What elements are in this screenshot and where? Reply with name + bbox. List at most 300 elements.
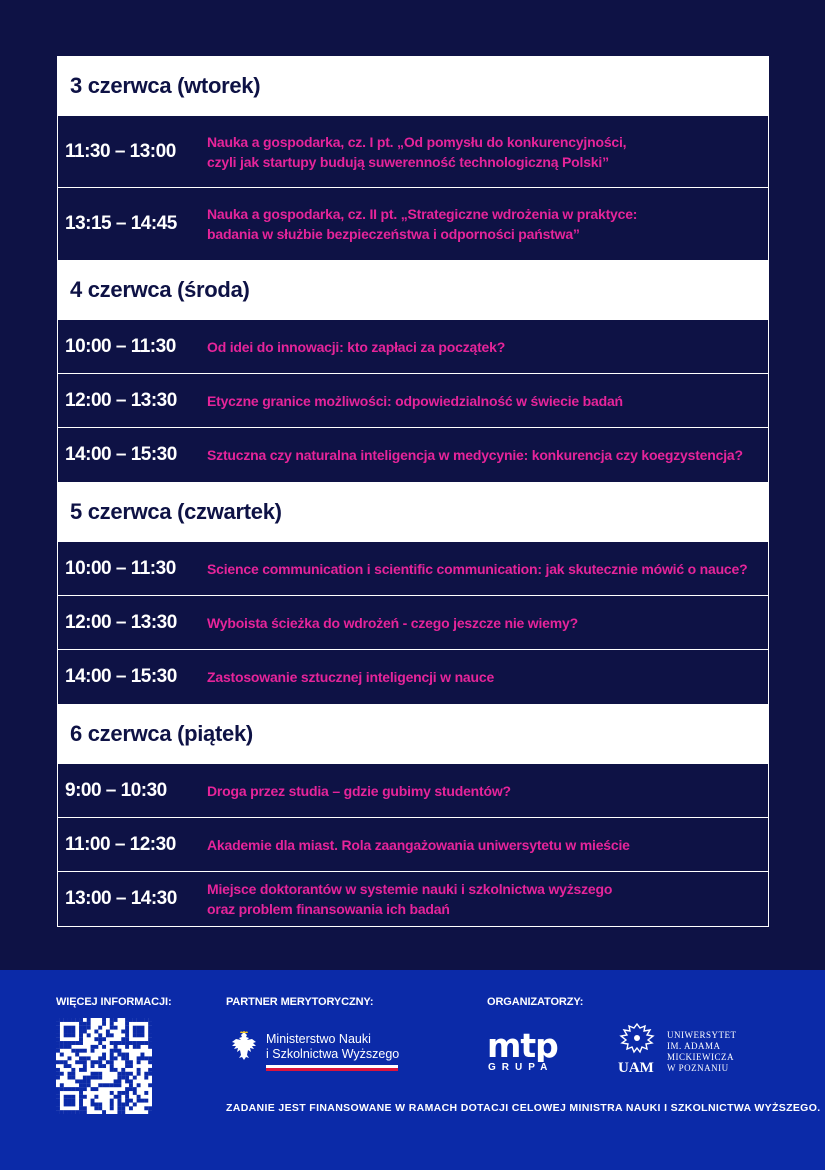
qr-module xyxy=(98,1060,102,1064)
qr-module xyxy=(75,1060,79,1064)
qr-module xyxy=(148,1060,152,1064)
qr-module xyxy=(148,1045,152,1049)
session-title xyxy=(207,667,504,687)
qr-module xyxy=(102,1064,106,1068)
qr-module xyxy=(91,1072,95,1076)
qr-module xyxy=(56,1045,60,1049)
session-title-line: Zastosowanie sztucznej inteligencji w nauce xyxy=(207,669,495,685)
qr-module xyxy=(133,1030,137,1034)
qr-module xyxy=(64,1060,68,1064)
qr-module xyxy=(68,1045,72,1049)
session-title-line: Wyboista ścieżka do wdrożeń - czego jeszcze nie wiemy? xyxy=(207,614,578,631)
qr-module xyxy=(79,1083,83,1087)
qr-module xyxy=(125,1053,129,1057)
qr-module xyxy=(117,1079,121,1083)
qr-module xyxy=(137,1041,141,1045)
qr-module xyxy=(79,1091,83,1095)
session-time: 12:00 – 13:30 xyxy=(65,611,177,633)
qr-module xyxy=(83,1060,87,1064)
qr-module xyxy=(148,1041,152,1045)
qr-module xyxy=(83,1049,87,1053)
qr-module xyxy=(110,1064,114,1068)
qr-module xyxy=(98,1033,102,1037)
table-row xyxy=(58,188,768,260)
qr-module xyxy=(121,1030,125,1034)
qr-module xyxy=(79,1022,83,1026)
qr-module xyxy=(83,1106,87,1110)
qr-module xyxy=(79,1041,83,1045)
qr-module xyxy=(129,1060,133,1064)
qr-module xyxy=(137,1033,141,1037)
qr-module xyxy=(87,1056,91,1060)
qr-module xyxy=(144,1091,148,1095)
qr-module xyxy=(114,1083,118,1087)
qr-module xyxy=(83,1064,87,1068)
qr-module xyxy=(102,1056,106,1060)
qr-module xyxy=(148,1110,152,1114)
uam-name-line: W POZNANIU xyxy=(667,1063,729,1073)
qr-module xyxy=(79,1056,83,1060)
qr-module xyxy=(64,1026,68,1030)
qr-module xyxy=(125,1091,129,1095)
qr-module xyxy=(56,1110,60,1114)
qr-module xyxy=(117,1099,121,1103)
table-row xyxy=(58,428,768,482)
qr-module xyxy=(102,1053,106,1057)
qr-module xyxy=(125,1060,129,1064)
table-row xyxy=(58,374,768,428)
qr-module xyxy=(94,1076,98,1080)
table-row xyxy=(58,650,768,704)
qr-module xyxy=(144,1041,148,1045)
qr-module xyxy=(117,1110,121,1114)
qr-module xyxy=(148,1030,152,1034)
session-title-line: Akademie dla miast. Rola zaangażowania uniwersytetu w mieście xyxy=(207,836,630,853)
qr-module xyxy=(60,1060,64,1064)
qr-module xyxy=(87,1079,91,1083)
qr-module xyxy=(102,1110,106,1114)
qr-module xyxy=(83,1056,87,1060)
qr-module xyxy=(68,1030,72,1034)
qr-module xyxy=(125,1037,129,1041)
partner-label: PARTNER MERYTORYCZNY: xyxy=(226,996,374,1008)
qr-module xyxy=(148,1056,152,1060)
qr-module xyxy=(125,1045,129,1049)
qr-module xyxy=(137,1072,141,1076)
session-time: 10:00 – 11:30 xyxy=(65,335,176,357)
qr-module xyxy=(125,1079,129,1083)
qr-module xyxy=(64,1099,68,1103)
qr-module xyxy=(91,1102,95,1106)
qr-module xyxy=(133,1045,137,1049)
qr-module xyxy=(121,1110,125,1114)
qr-module xyxy=(87,1083,91,1087)
qr-module xyxy=(60,1045,64,1049)
qr-module xyxy=(75,1053,79,1057)
qr-module xyxy=(60,1083,64,1087)
qr-module xyxy=(71,1076,75,1080)
table-row xyxy=(58,116,768,188)
qr-module xyxy=(71,1018,75,1022)
qr-module xyxy=(64,1030,68,1034)
qr-module xyxy=(114,1018,118,1022)
ministry-name-line: i Szkolnictwa Wyższego xyxy=(266,1047,400,1061)
qr-module xyxy=(75,1079,79,1083)
qr-module xyxy=(68,1099,72,1103)
qr-module xyxy=(148,1068,152,1072)
qr-module xyxy=(98,1037,102,1041)
qr-module xyxy=(121,1091,125,1095)
qr-module xyxy=(148,1072,152,1076)
qr-module xyxy=(94,1060,98,1064)
session-title-line: Droga przez studia – gdzie gubimy studentów? xyxy=(207,782,511,799)
qr-module xyxy=(56,1041,60,1045)
qr-module xyxy=(94,1030,98,1034)
schedule-table xyxy=(57,56,769,927)
qr-module xyxy=(98,1056,102,1060)
qr-module xyxy=(60,1041,64,1045)
qr-module xyxy=(98,1041,102,1045)
qr-module xyxy=(129,1072,133,1076)
qr-module xyxy=(71,1068,75,1072)
qr-module xyxy=(91,1045,95,1049)
session-title xyxy=(207,879,622,919)
qr-module xyxy=(148,1037,152,1041)
qr-module xyxy=(148,1026,152,1030)
qr-module xyxy=(56,1072,60,1076)
funding-note: ZADANIE JEST FINANSOWANE W RAMACH DOTACJI CELOWEJ MINISTRA NAUKI I SZKOLNICTWA WYŻSZEGO. xyxy=(226,1102,821,1114)
qr-module xyxy=(64,1102,68,1106)
qr-module xyxy=(75,1049,79,1053)
qr-module xyxy=(79,1087,83,1091)
qr-module xyxy=(137,1045,141,1049)
qr-module xyxy=(137,1083,141,1087)
qr-module xyxy=(110,1026,114,1030)
qr-module xyxy=(68,1026,72,1030)
session-time: 10:00 – 11:30 xyxy=(65,557,176,579)
qr-module xyxy=(83,1083,87,1087)
qr-module xyxy=(79,1079,83,1083)
qr-module xyxy=(117,1095,121,1099)
table-row xyxy=(58,872,768,926)
qr-module xyxy=(68,1018,72,1022)
qr-module xyxy=(91,1060,95,1064)
qr-module xyxy=(98,1076,102,1080)
qr-module xyxy=(87,1026,91,1030)
svg-text:UAM: UAM xyxy=(618,1060,654,1076)
qr-module xyxy=(144,1106,148,1110)
mtp-logo-mark xyxy=(487,1030,579,1062)
qr-module xyxy=(91,1076,95,1080)
qr-module xyxy=(83,1022,87,1026)
qr-module xyxy=(137,1068,141,1072)
session-title-line: Sztuczna czy naturalna inteligencja w medycynie: konkurencja czy koegzystencja? xyxy=(207,447,743,463)
qr-module xyxy=(117,1053,121,1057)
day-header: 4 czerwca (środa) xyxy=(58,260,768,320)
qr-module xyxy=(71,1099,75,1103)
ministry-name xyxy=(266,1032,399,1062)
qr-module xyxy=(114,1079,118,1083)
qr-module xyxy=(125,1064,129,1068)
qr-module xyxy=(121,1106,125,1110)
qr-module xyxy=(71,1102,75,1106)
qr-module xyxy=(71,1095,75,1099)
qr-module xyxy=(71,1072,75,1076)
qr-module xyxy=(64,1095,68,1099)
qr-module xyxy=(125,1072,129,1076)
qr-module xyxy=(110,1049,114,1053)
qr-module xyxy=(68,1041,72,1045)
session-title-line: Science communication i scientific communication: jak skutecznie mówić o nauce? xyxy=(207,560,748,577)
qr-module xyxy=(83,1030,87,1034)
qr-module xyxy=(140,1026,144,1030)
qr-module xyxy=(56,1033,60,1037)
qr-module xyxy=(110,1041,114,1045)
qr-module xyxy=(102,1022,106,1026)
qr-module xyxy=(56,1060,60,1064)
ministry-logo xyxy=(226,1028,401,1074)
session-time: 12:00 – 13:30 xyxy=(65,389,177,411)
session-title xyxy=(207,445,753,465)
qr-module xyxy=(140,1056,144,1060)
qr-module xyxy=(71,1087,75,1091)
qr-module xyxy=(133,1026,137,1030)
qr-module xyxy=(56,1049,60,1053)
qr-module xyxy=(106,1060,110,1064)
qr-module xyxy=(133,1076,137,1080)
qr-module xyxy=(91,1049,95,1053)
session-title xyxy=(207,204,647,244)
qr-module xyxy=(56,1091,60,1095)
qr-module xyxy=(60,1110,64,1114)
session-time: 13:15 – 14:45 xyxy=(65,213,177,234)
qr-module xyxy=(94,1037,98,1041)
qr-module xyxy=(114,1068,118,1072)
qr-module xyxy=(148,1106,152,1110)
qr-module xyxy=(125,1030,129,1034)
qr-module xyxy=(68,1072,72,1076)
qr-module xyxy=(114,1026,118,1030)
qr-module xyxy=(121,1056,125,1060)
table-row xyxy=(58,818,768,872)
qr-module xyxy=(117,1049,121,1053)
qr-module xyxy=(133,1087,137,1091)
qr-module xyxy=(137,1026,141,1030)
qr-module xyxy=(94,1102,98,1106)
qr-module xyxy=(133,1041,137,1045)
qr-module xyxy=(60,1053,64,1057)
session-title xyxy=(207,337,515,357)
qr-module xyxy=(56,1099,60,1103)
uam-logo xyxy=(615,1020,775,1078)
session-title xyxy=(207,781,521,801)
qr-module xyxy=(129,1099,133,1103)
qr-module xyxy=(94,1095,98,1099)
qr-module xyxy=(137,1018,141,1022)
session-title-line: Miejsce doktorantów w systemie nauki i szkolnictwa wyższego xyxy=(207,881,613,897)
qr-module xyxy=(129,1079,133,1083)
session-title xyxy=(207,835,640,855)
qr-module xyxy=(94,1087,98,1091)
qr-module xyxy=(83,1076,87,1080)
qr-module xyxy=(110,1091,114,1095)
qr-module xyxy=(68,1064,72,1068)
uam-name-line: UNIWERSYTET xyxy=(667,1030,737,1040)
qr-module xyxy=(83,1087,87,1091)
qr-module xyxy=(121,1072,125,1076)
qr-module xyxy=(137,1099,141,1103)
qr-module xyxy=(140,1099,144,1103)
qr-module xyxy=(140,1053,144,1057)
qr-module xyxy=(60,1072,64,1076)
table-row xyxy=(58,596,768,650)
table-row xyxy=(58,542,768,596)
qr-module xyxy=(94,1045,98,1049)
qr-module xyxy=(121,1068,125,1072)
session-title-line: badania w służbie bezpieczeństwa i odporności państwa” xyxy=(207,226,580,242)
qr-module xyxy=(114,1049,118,1053)
qr-module xyxy=(71,1033,75,1037)
qr-module xyxy=(110,1033,114,1037)
qr-module xyxy=(117,1102,121,1106)
qr-module xyxy=(64,1041,68,1045)
qr-module xyxy=(144,1056,148,1060)
qr-module xyxy=(125,1087,129,1091)
qr-module xyxy=(79,1018,83,1022)
qr-module xyxy=(71,1110,75,1114)
qr-module xyxy=(117,1106,121,1110)
qr-module xyxy=(79,1110,83,1114)
uam-crest-icon xyxy=(615,1020,659,1076)
qr-module xyxy=(114,1095,118,1099)
qr-module xyxy=(75,1087,79,1091)
qr-module xyxy=(117,1072,121,1076)
qr-module xyxy=(64,1064,68,1068)
qr-module xyxy=(129,1087,133,1091)
qr-module xyxy=(83,1079,87,1083)
qr-module xyxy=(79,1099,83,1103)
qr-module xyxy=(56,1037,60,1041)
qr-module xyxy=(68,1087,72,1091)
qr-module xyxy=(98,1072,102,1076)
qr-module xyxy=(68,1056,72,1060)
qr-module xyxy=(140,1018,144,1022)
qr-module xyxy=(117,1091,121,1095)
polish-flag-stripe xyxy=(266,1065,398,1071)
session-time: 9:00 – 10:30 xyxy=(65,779,167,801)
qr-module xyxy=(140,1041,144,1045)
qr-module xyxy=(98,1083,102,1087)
qr-module xyxy=(102,1018,106,1022)
qr-module xyxy=(137,1030,141,1034)
qr-module xyxy=(56,1106,60,1110)
qr-module xyxy=(148,1083,152,1087)
qr-module xyxy=(144,1099,148,1103)
qr-module xyxy=(94,1072,98,1076)
table-row xyxy=(58,320,768,374)
session-title-line: czyli jak startupy budują suwerenność technologiczną Polski” xyxy=(207,153,609,170)
qr-module xyxy=(98,1106,102,1110)
qr-module xyxy=(140,1033,144,1037)
qr-module xyxy=(79,1102,83,1106)
qr-module xyxy=(121,1053,125,1057)
session-title-line: oraz problem finansowania ich badań xyxy=(207,901,450,917)
qr-module xyxy=(140,1030,144,1034)
qr-module xyxy=(121,1041,125,1045)
qr-module xyxy=(64,1045,68,1049)
qr-code-icon[interactable] xyxy=(56,1018,152,1114)
qr-module xyxy=(60,1087,64,1091)
qr-module xyxy=(148,1018,152,1022)
qr-module xyxy=(79,1030,83,1034)
qr-module xyxy=(114,1045,118,1049)
qr-module xyxy=(121,1037,125,1041)
qr-module xyxy=(125,1095,129,1099)
qr-module xyxy=(125,1099,129,1103)
qr-module xyxy=(144,1076,148,1080)
qr-module xyxy=(71,1041,75,1045)
qr-module xyxy=(106,1083,110,1087)
uam-name-line: IM. ADAMA MICKIEWICZA xyxy=(667,1041,734,1062)
qr-module xyxy=(117,1076,121,1080)
qr-module xyxy=(125,1102,129,1106)
qr-module xyxy=(98,1102,102,1106)
mtp-logo-icon xyxy=(487,1030,579,1074)
qr-module xyxy=(129,1018,133,1022)
qr-module xyxy=(60,1018,64,1022)
qr-module xyxy=(114,1056,118,1060)
qr-module xyxy=(133,1091,137,1095)
qr-module xyxy=(64,1018,68,1022)
qr-module xyxy=(125,1056,129,1060)
qr-module xyxy=(79,1095,83,1099)
qr-module xyxy=(148,1033,152,1037)
qr-module xyxy=(106,1030,110,1034)
qr-module xyxy=(110,1102,114,1106)
qr-module xyxy=(56,1076,60,1080)
session-time: 13:00 – 14:30 xyxy=(65,888,177,909)
more-info-label: WIĘCEJ INFORMACJI: xyxy=(56,996,172,1008)
session-title xyxy=(207,613,588,633)
qr-module xyxy=(64,1110,68,1114)
qr-module xyxy=(68,1033,72,1037)
qr-module xyxy=(110,1083,114,1087)
qr-module xyxy=(91,1099,95,1103)
session-time: 11:30 – 13:00 xyxy=(65,140,176,162)
qr-module xyxy=(68,1076,72,1080)
qr-module xyxy=(79,1106,83,1110)
qr-module xyxy=(129,1106,133,1110)
qr-module xyxy=(56,1030,60,1034)
mtp-grupa-text: GRUPA xyxy=(488,1062,554,1073)
session-title xyxy=(207,391,633,411)
qr-module xyxy=(125,1041,129,1045)
day-header: 3 czerwca (wtorek) xyxy=(58,56,768,116)
qr-module xyxy=(125,1026,129,1030)
session-time: 14:00 – 15:30 xyxy=(65,444,177,465)
qr-module xyxy=(64,1087,68,1091)
qr-module xyxy=(71,1026,75,1030)
qr-module xyxy=(102,1083,106,1087)
qr-module xyxy=(129,1083,133,1087)
qr-module xyxy=(79,1060,83,1064)
qr-module xyxy=(129,1064,133,1068)
qr-module xyxy=(94,1106,98,1110)
session-title xyxy=(207,559,757,579)
qr-module xyxy=(79,1026,83,1030)
qr-module xyxy=(64,1033,68,1037)
polish-eagle-icon xyxy=(228,1030,260,1070)
